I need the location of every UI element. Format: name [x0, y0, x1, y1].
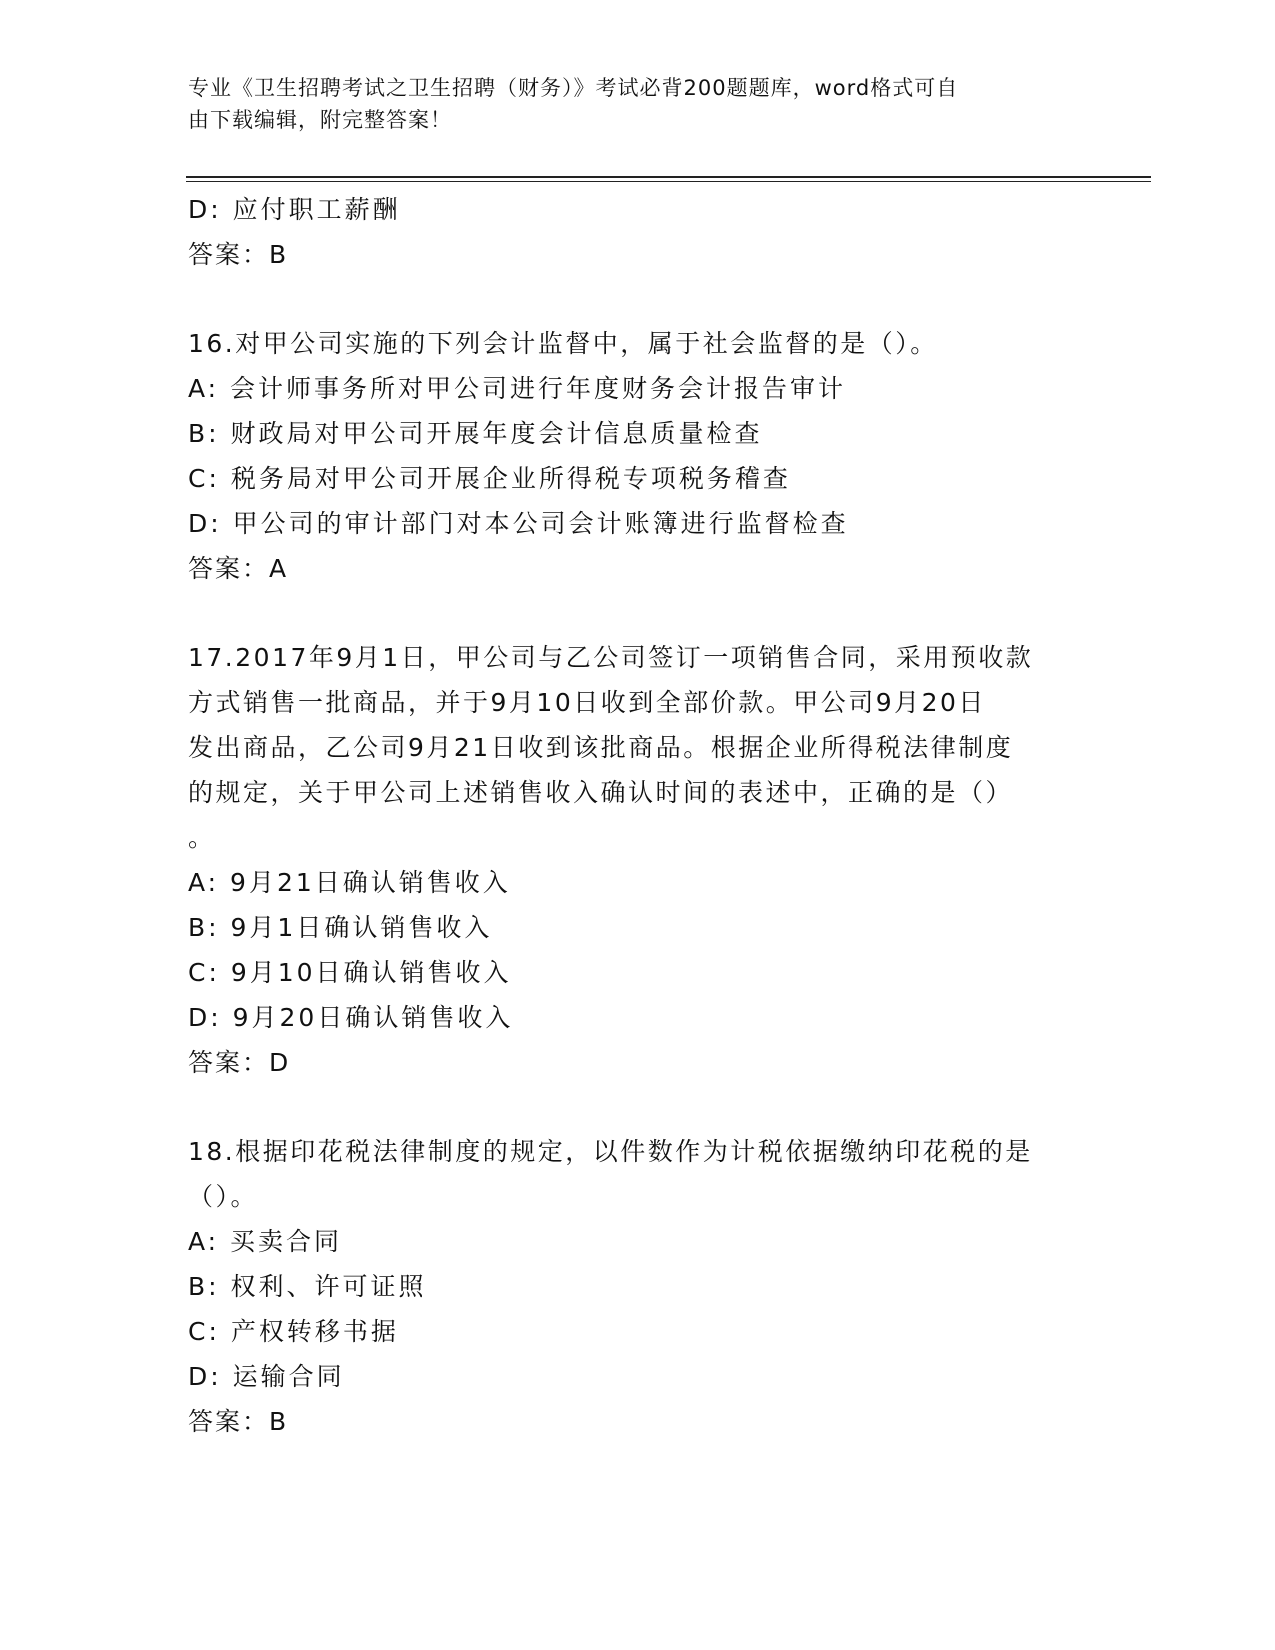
header-line-2: 由下载编辑，附完整答案！ [188, 108, 452, 132]
question-list [188, 187, 1088, 1444]
spacer [188, 591, 1088, 635]
option-b: B: 9月1日确认销售收入 [188, 913, 493, 942]
answer: 答案：D [188, 1048, 291, 1077]
question-text: 方式销售一批商品，并于9月10日收到全部价款。甲公司9月20日 [188, 688, 986, 717]
answer: 答案：A [188, 554, 289, 583]
question-text: 17.2017年9月1日，甲公司与乙公司签订一项销售合同，采用预收款 [188, 643, 1034, 672]
option-d: D: 甲公司的审计部门对本公司会计账簿进行监督检查 [188, 509, 849, 538]
spacer [188, 277, 1088, 321]
option-c: C: 9月10日确认销售收入 [188, 958, 512, 987]
question-16 [188, 321, 1088, 591]
spacer [188, 1085, 1088, 1129]
option-b: B: 权利、许可证照 [188, 1272, 427, 1301]
header-rule-thick [186, 176, 1151, 178]
header-rule-thin [186, 181, 1151, 182]
question-text: 16.对甲公司实施的下列会计监督中，属于社会监督的是（）。 [188, 329, 938, 358]
question-text: 18.根据印花税法律制度的规定，以件数作为计税依据缴纳印花税的是 [188, 1137, 1033, 1166]
option-a: A: 买卖合同 [188, 1227, 343, 1256]
page-header [188, 72, 1068, 136]
previous-question-tail [188, 187, 1088, 277]
answer: 答案：B [188, 240, 289, 269]
option-c: C: 产权转移书据 [188, 1317, 399, 1346]
question-text: 。 [188, 823, 216, 852]
option-b: B: 财政局对甲公司开展年度会计信息质量检查 [188, 419, 763, 448]
question-text: （）。 [188, 1182, 259, 1211]
option-d: D: 运输合同 [188, 1362, 345, 1391]
question-18 [188, 1129, 1088, 1444]
option-d: D: 应付职工薪酬 [188, 195, 401, 224]
option-c: C: 税务局对甲公司开展企业所得税专项税务稽查 [188, 464, 791, 493]
question-17 [188, 635, 1088, 1085]
question-text: 的规定，关于甲公司上述销售收入确认时间的表述中，正确的是（） [188, 778, 1014, 807]
answer: 答案：B [188, 1407, 289, 1436]
option-a: A: 会计师事务所对甲公司进行年度财务会计报告审计 [188, 374, 847, 403]
option-d: D: 9月20日确认销售收入 [188, 1003, 514, 1032]
option-a: A: 9月21日确认销售收入 [188, 868, 511, 897]
header-line-1: 专业《卫生招聘考试之卫生招聘（财务）》考试必背200题题库，word格式可自 [188, 76, 959, 100]
question-text: 发出商品，乙公司9月21日收到该批商品。根据企业所得税法律制度 [188, 733, 1014, 762]
